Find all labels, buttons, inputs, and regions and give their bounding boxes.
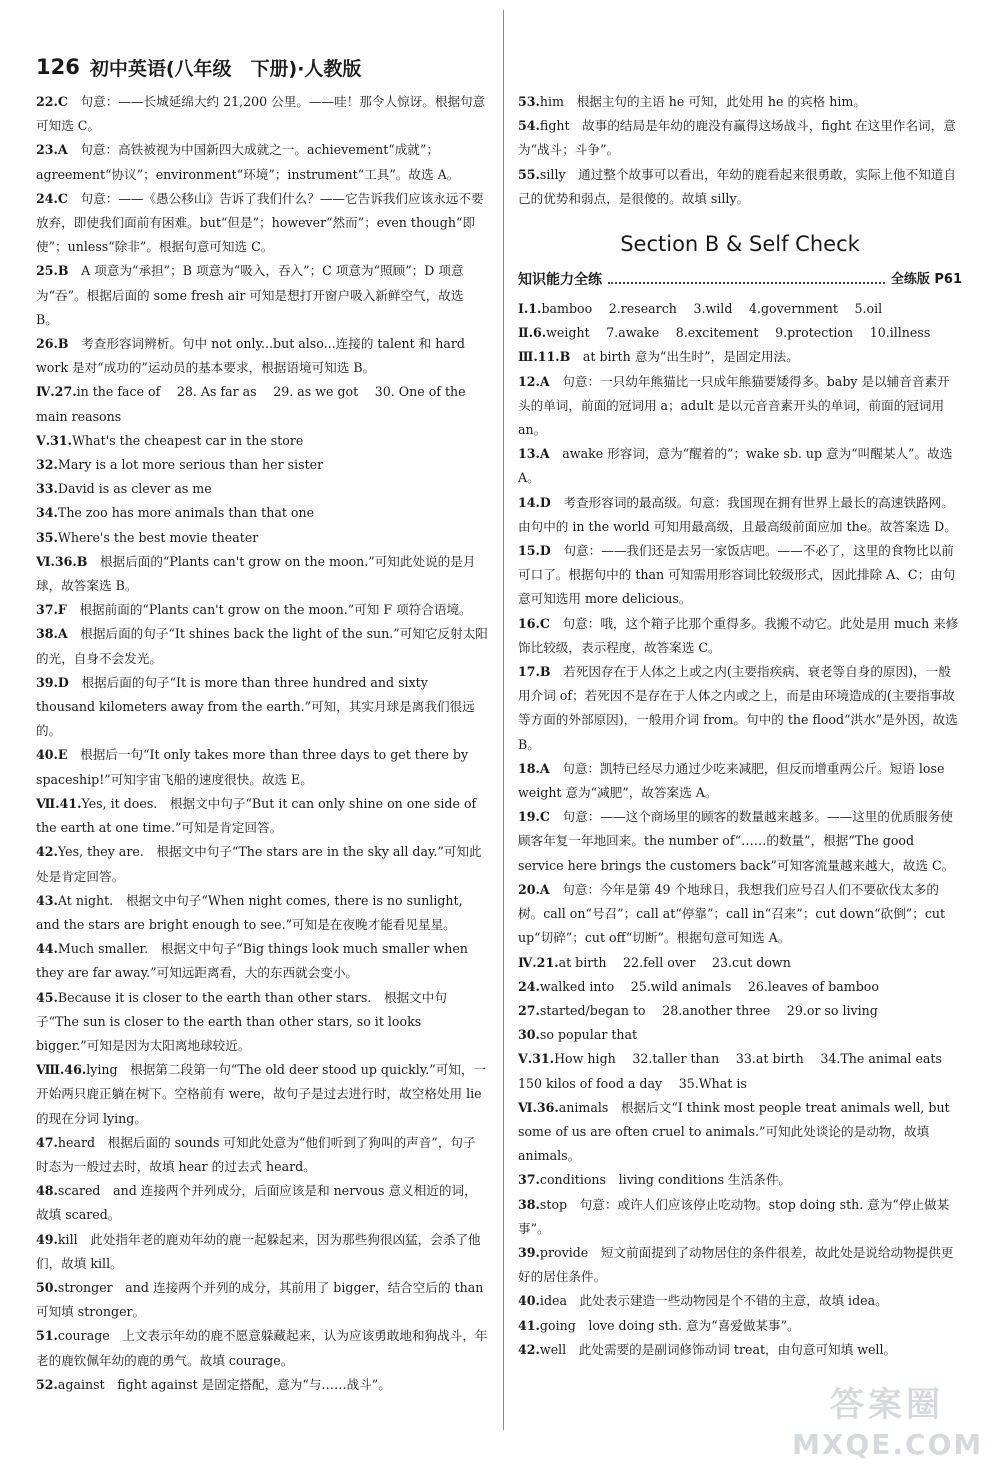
answer-entry [36,1179,488,1227]
answer-number: Ⅳ.27. [36,384,77,400]
answer-text: 根据后面的句子“It is more than three hundred and sixty thousand kilometers away from the earth.”可知，其实月球是离我们很远的。 [36,674,475,739]
answer-number: Ⅱ.6. [518,325,547,341]
answer-text: 考查形容词辨析。句中 not only...but also...连接的 talent 和 hard work 是对“成功的”运动员的基本要求，根据语境可知选 B。 [36,336,465,376]
answer-entry [36,453,488,477]
answer-number: 15.D [518,543,551,559]
answer-number: 47. [36,1134,58,1150]
answer-number: 55. [518,166,540,182]
answer-entry [518,114,962,162]
answer-number: 33. [36,481,58,497]
answer-text: At night. 根据文中句子“When night comes, there is no sunlight, and the stars are bright enough to see.”可知是在夜晚才能看见星星。 [36,892,463,932]
answer-text: What's the cheapest car in the store [72,432,304,448]
answer-entry [36,743,488,791]
answer-number: Ⅶ.41. [36,795,82,811]
answer-number: Ⅳ.21. [518,954,559,970]
answer-text: heard 根据后面的 sounds 可知此处意为“他们听到了狗叫的声音”，句子时态为一般过去时，故填 hear 的过去式 heard。 [36,1134,476,1174]
answer-text: 句意：高铁被视为中国新四大成就之一。achievement“成就”；agreement“协议”；environment“环境”；instrument“工具”。故选 A。 [36,142,460,182]
answer-entry [36,1276,488,1324]
answer-entry [518,1314,962,1338]
answer-entry [36,526,488,550]
answer-text: 句意：凯特已经尽力通过少吃来减肥，但反而增重两公斤。短语 lose weight 意为“减肥”，故答案选 A。 [518,760,945,801]
answer-text: against fight against 是固定搭配，意为“与……战斗”。 [57,1376,391,1392]
answer-entry [36,986,488,1059]
answer-text: going love doing sth. 意为“喜爱做某事”。 [539,1317,800,1333]
column-divider [503,10,504,1430]
answer-number: 25.B [36,263,69,279]
answer-text: Yes, it does. 根据文中句子“But it can only shine on one side of the earth at one time.”可知是肯定回答。 [36,795,477,836]
answer-text: 句意：哦，这个箱子比那个重得多。我搬不动它。此处是用 much 来修饰比较级，表示程度，故答案选 C。 [518,615,959,655]
answer-number: Ⅷ.46. [36,1062,87,1078]
answer-entry [518,1241,962,1289]
answer-text: fight 故事的结局是年幼的鹿没有赢得这场战斗，fight 在这里作名词，意为“战斗；斗争”。 [518,118,956,158]
answer-text: animals 根据后文“I think most people treat animals well, but some of us are often cruel to animals.”可知此处谈论的是动物，故填 animals。 [518,1099,950,1164]
answer-entry [36,1131,488,1179]
answer-number: 16.C [518,615,550,631]
answer-number: 50. [36,1279,58,1295]
answer-number: Ⅰ.1. [518,301,542,317]
subhead-page-ref: 全练版 P61 [890,272,962,288]
answer-entry [518,321,962,345]
answer-number: 26.B [36,336,69,352]
answer-text: 句意：今年是第 49 个地球日，我想我们应号召人们不要砍伐太多的树。call on“号召”；call at“停靠”；call in“召来”；cut down“砍倒”；cut up“切碎”；cut off“切断”。根据句意可知选 A。 [518,881,946,946]
answer-entry [36,259,488,332]
answer-number: 45. [36,989,58,1005]
answer-number: 40.E [36,747,68,763]
answer-text: Because it is closer to the earth than other stars. 根据文中句子“The sun is closer to the earth than other stars, so it looks bigger.”可知是因为太阳离地球较近。 [36,989,447,1053]
book-title: 初中英语(八年级 下册)·人教版 [89,57,362,80]
answer-number: 39. [518,1244,540,1260]
answer-text: silly 通过整个故事可以看出，年幼的鹿看起来很勇敢，实际上他不知道自己的优势和弱点，是很傻的。故填 silly。 [518,166,956,206]
right-answer-column [518,90,962,1420]
answer-entry [518,491,962,539]
answer-entry [36,937,488,985]
answer-number: 18.A [518,760,550,776]
answer-entry [518,163,962,211]
answer-number: 54. [518,118,540,134]
answer-text: conditions living conditions 生活条件。 [539,1172,792,1188]
answer-text: stop 句意：或许人们应该停止吃动物。stop doing sth. 意为“停止做某事”。 [518,1196,950,1236]
answer-number: 12.A [518,373,550,389]
answer-entry [518,975,962,999]
answer-number: 38. [518,1196,540,1212]
answer-text: The zoo has more animals than that one [57,505,315,521]
answer-text: 根据后面的句子“It shines back the light of the sun.”可知它反射太阳的光，自身不会发光。 [36,626,488,666]
answer-entry [36,477,488,501]
answer-text: Where's the best movie theater [57,529,259,545]
answer-number: 43. [36,892,58,908]
answer-text: idea 此处表示建造一些动物园是个不错的主意，故填 idea。 [539,1293,888,1309]
answer-text: Yes, they are. 根据文中句子“The stars are in the sky all day.”可知此处是肯定回答。 [36,844,482,884]
answer-entry [518,878,962,951]
answer-number: 34. [36,505,58,521]
answer-number: 37. [518,1172,540,1188]
answer-entry [518,1193,962,1241]
answer-entry [36,840,488,888]
answer-number: 39.D [36,674,69,690]
section-title: Section B & Self Check [620,232,860,257]
answer-number: 42. [36,844,58,860]
answer-text: courage 上文表示年幼的鹿不愿意躲藏起来，认为应该勇敢地和狗战斗，年老的鹿钦佩年幼的鹿的勇气。故填 courage。 [36,1328,488,1368]
answer-entry [518,1047,962,1095]
answer-number: 37.F [36,602,67,618]
answer-text: him 根据主句的主语 he 可知，此处用 he 的宾格 him。 [539,94,866,109]
answer-text: 句意：一只幼年熊猫比一只成年熊猫要矮得多。baby 是以辅音音素开头的单词，前面的冠词用 a；adult 是以元音音素开头的单词，前面的冠词用 an。 [518,373,950,438]
leader-dots [608,282,885,284]
answer-entry [518,951,962,975]
answer-text: awake 形容词，意为“醒着的”；wake sb. up 意为“叫醒某人”。故选 A。 [518,446,953,486]
answer-number: 24. [518,978,540,994]
answer-entry [36,671,488,744]
answer-entry [36,187,488,260]
answer-number: 48. [36,1183,58,1199]
answer-text: 句意：——长城延绵大约 21,200 公里。——哇！那令人惊讶。根据句意可知选 C。 [36,94,486,134]
answer-text: A 项意为“承担”；B 项意为“吸入，吞入”；C 项意为“照顾”；D 项意为“吞”。根据后面的 some fresh air 可知是想打开窗户吸入新鲜空气，故选 B。 [36,263,464,327]
answer-number: 42. [518,1341,540,1357]
subhead-title: 知识能力全练 [518,272,602,289]
answer-number: 44. [36,941,58,957]
answer-number: 35. [36,529,58,545]
answer-entry [36,429,488,453]
answer-number: 19.C [518,809,550,825]
answer-entry [36,138,488,186]
answer-entry [36,550,488,598]
answer-number: 38.A [36,626,68,642]
answer-number: 53. [518,94,540,109]
left-answer-column [36,90,488,1420]
watermark-bottom-text: MXQE.COM [792,1428,984,1461]
answer-number: 22.C [36,94,68,109]
answer-text: Mary is a lot more serious than her sister [57,457,324,473]
answer-number: 13.A [518,446,550,462]
answer-text: weight 7.awake 8.excitement 9.protection 10.illness [546,325,931,341]
answer-text: so popular that [539,1027,638,1043]
answer-entry [36,889,488,937]
answer-text: walked into 25.wild animals 26.leaves of bamboo [539,978,879,994]
answer-entry [518,999,962,1023]
answer-text: at birth 22.fell over 23.cut down [558,954,791,970]
answer-entry [518,757,962,805]
answer-text: stronger and 连接两个并列的成分，其前用了 bigger，结合空后的 than 可知填 stronger。 [36,1279,484,1320]
answer-text: bamboo 2.research 3.wild 4.government 5.oil [541,301,883,317]
answer-text: 若死因存在于人体之上或之内(主要指疾病、衰老等自身的原因)，一般用介词 of；若死因不是存在于人体之内或之上，而是由环境造成的(主要指事故等方面的外部原因)，一般用介词 from。句中的 the flood“洪水”是外因，故选 B。 [518,664,958,752]
answer-entry [518,1023,962,1047]
answer-number: 14.D [518,494,551,510]
answer-entry [36,622,488,670]
answer-text: 根据后面的“Plants can't grow on the moon.”可知此处说的是月球，故答案选 B。 [36,553,476,594]
answer-entry [36,1324,488,1372]
answer-entry [36,1373,488,1397]
answer-entry [518,805,962,878]
page-number: 126 [36,55,80,79]
answer-number: Ⅵ.36.B [36,553,88,569]
answer-entry [518,1289,962,1313]
answer-entry [518,1338,962,1362]
answer-text: kill 此处指年老的鹿劝年幼的鹿一起躲起来，因为那些狗很凶猛，会杀了他们，故填 kill。 [36,1231,481,1271]
answer-text: 句意：——我们还是去另一家饭店吧。——不必了，这里的食物比以前可口了。根据句中的 than 可知需用形容词比较级形式，因此排除 A、C；由句意可知选用 more delicious。 [518,543,956,607]
answer-number: 51. [36,1328,58,1344]
answer-number: 40. [518,1293,540,1309]
answer-number: 32. [36,457,58,473]
answer-number: 41. [518,1317,540,1333]
answer-text: in the face of 28. As far as 29. as we got 30. One of the main reasons [36,384,466,424]
answer-text: 考查形容词的最高级。句意：我国现在拥有世界上最长的高速铁路网。由句中的 in the world 可知用最高级，且最高级前面应加 the。故答案选 D。 [518,494,957,534]
answer-number: 52. [36,1376,58,1392]
answer-number: 49. [36,1231,58,1247]
answer-text: lying 根据第二段第一句“The old deer stood up quickly.”可知，一开始两只鹿正躺在树下。空格前有 were，故句子是过去进行时，故空格处用 lie 的现在分词 lying。 [36,1062,487,1126]
answer-number: 23.A [36,142,68,158]
answer-entry [518,1168,962,1192]
answer-text: started/began to 28.another three 29.or so living [539,1002,878,1018]
answer-entry [518,612,962,660]
answer-text: 句意：——这个商场里的顾客的数量越来越多。——这里的优质服务使顾客年复一年地回来。the number of“……的数量”，根据“The good service here brings the customers back”可知客流量越来越大，故选 C。 [518,809,955,873]
answer-number: Ⅵ.36. [518,1099,559,1115]
answer-number: 17.B [518,664,551,680]
answer-entry [36,792,488,840]
answer-text: at birth 意为“出生时”，是固定用法。 [570,349,799,365]
answer-entry [518,1096,962,1169]
answer-entry [518,90,962,114]
answer-number: Ⅴ.31. [518,1051,555,1067]
answer-text: 句意：——《愚公移山》告诉了我们什么？——它告诉我们应该永远不要放弃，即使我们面前有困难。but“但是”；however“然而”；even though“即使”；unless“除非”。根据句意可知选 C。 [36,190,484,255]
answer-number: Ⅴ.31. [36,432,73,448]
answer-text: scared and 连接两个并列成分，后面应该是和 nervous 意义相近的词，故填 scared。 [36,1183,477,1223]
answer-entry [36,380,488,428]
watermark-top-text: 答案圈 [830,1385,944,1425]
answer-entry [518,370,962,443]
answer-text: Much smaller. 根据文中句子“Big things look much smaller when they are far away.”可知远距离看，大的东西就会变小。 [36,941,468,981]
answer-entry [518,660,962,757]
answer-number: 30. [518,1027,540,1043]
page-header [36,52,486,82]
answer-text: How high 32.taller than 33.at birth 34.The animal eats 150 kilos of food a day 35.What is [518,1051,942,1091]
answer-entry [518,345,962,369]
answer-entry [36,332,488,380]
answer-text: provide 短文前面提到了动物居住的条件很差，故此处是说给动物提供更好的居住条件。 [518,1244,954,1285]
answer-entry [518,539,962,612]
answer-text: David is as clever as me [57,481,212,497]
answer-entry [518,442,962,490]
answer-text: well 此处需要的是副词修饰动词 treat，由句意可知填 well。 [539,1341,897,1357]
answer-entry [36,90,488,138]
answer-entry [36,1058,488,1131]
answer-entry [36,598,488,622]
answer-entry [36,501,488,525]
section-subhead [518,267,962,293]
answer-text: 根据前面的“Plants can't grow on the moon.”可知 F 项符合语境。 [66,602,472,618]
answer-number: 20.A [518,881,550,897]
answer-entry [518,297,962,321]
answer-number: 24.C [36,190,68,206]
answer-number: 27. [518,1002,540,1018]
answer-entry [36,1228,488,1276]
answer-text: 根据后一句“It only takes more than three days to get there by spaceship!”可知宇宙飞船的速度很快。故选 E。 [36,747,469,787]
answer-number: Ⅲ.11.B [518,349,571,365]
